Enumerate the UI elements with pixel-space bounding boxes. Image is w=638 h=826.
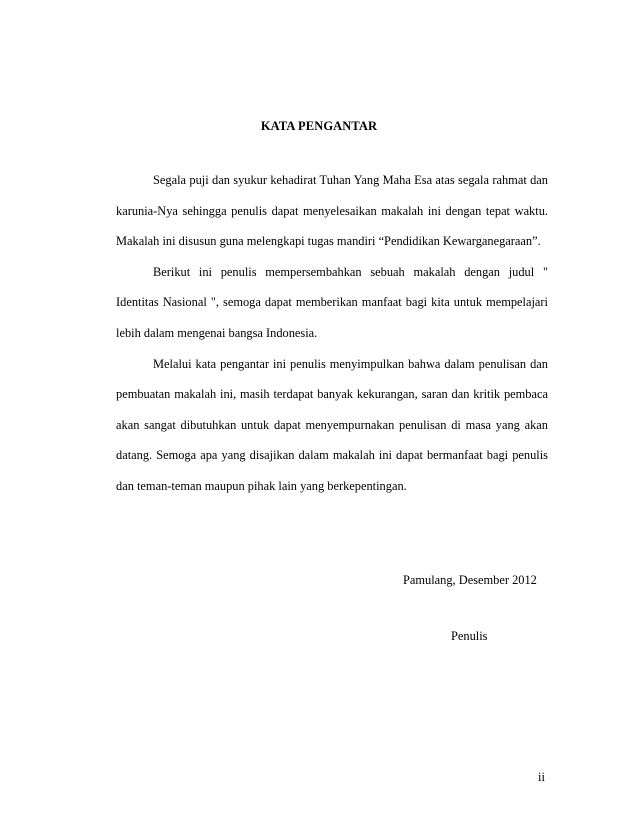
page-title: KATA PENGANTAR <box>260 119 378 133</box>
paragraph-1: Segala puji dan syukur kehadirat Tuhan Yang Maha Esa atas segala rahmat dan karunia-Nya sehingga penulis dapat menyelesaikan makalah ini dengan tepat waktu. Makalah ini disusun guna melengkapi tugas mandiri “Pendidikan Kewarganegaraan”. <box>116 173 548 249</box>
page-number: ii <box>538 770 545 784</box>
signature-author: Penulis <box>451 629 488 643</box>
body-text <box>116 165 548 502</box>
paragraph-3: Melalui kata pengantar ini penulis menyimpulkan bahwa dalam penulisan dan pembuatan makalah ini, masih terdapat banyak kekurangan, saran dan kritik pembaca akan sangat dibutuhkan untuk dapat menyempurnakan penulisan di masa yang akan datang. Semoga apa yang disajikan dalam makalah ini dapat bermanfaat bagi penulis dan teman-teman maupun pihak lain yang berkepentingan. <box>116 356 548 493</box>
signature-place-date: Pamulang, Desember 2012 <box>403 573 537 587</box>
paragraph-2: Berikut ini penulis mempersembahkan sebuah makalah dengan judul " Identitas Nasional ", semoga dapat memberikan manfaat bagi kita untuk mempelajari lebih dalam mengenai bangsa Indonesia. <box>116 264 548 340</box>
